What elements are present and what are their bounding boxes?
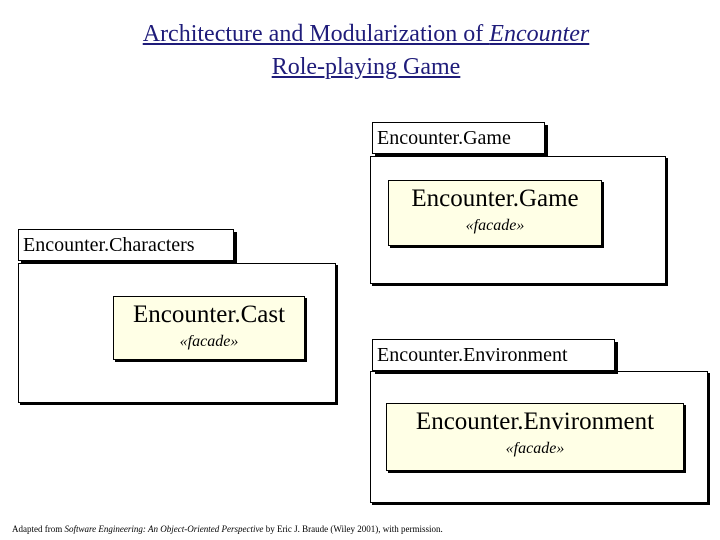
environment-facade-class [386,403,684,471]
game-facade-class [388,180,602,246]
slide-title-line-1 [0,18,720,51]
game-package-tab: Encounter.Game [372,122,545,154]
slide-title [0,18,720,84]
game-facade-name: Encounter.Game [411,185,579,212]
credit-line [12,523,443,535]
slide-title-prefix: Architecture and Modularization of [142,21,490,47]
environment-facade-stereotype: «facade» [505,440,565,457]
cast-facade-class [113,296,305,360]
cast-facade-name: Encounter.Cast [132,301,286,328]
credit-suffix: by Eric J. Braude (Wiley 2001), with permission. [263,524,443,534]
credit-book-title: Software Engineering: An Object-Oriented Perspective [64,524,264,534]
slide-title-line-2: Role-playing Game [271,54,461,80]
characters-package-tab: Encounter.Characters [18,229,234,261]
environment-package-tab: Encounter.Environment [372,339,615,371]
slide-title-italic: Encounter [489,21,590,47]
environment-facade-name: Encounter.Environment [415,408,655,435]
game-facade-stereotype: «facade» [465,217,525,234]
credit-prefix: Adapted from [12,524,65,534]
cast-facade-stereotype: «facade» [179,333,239,350]
